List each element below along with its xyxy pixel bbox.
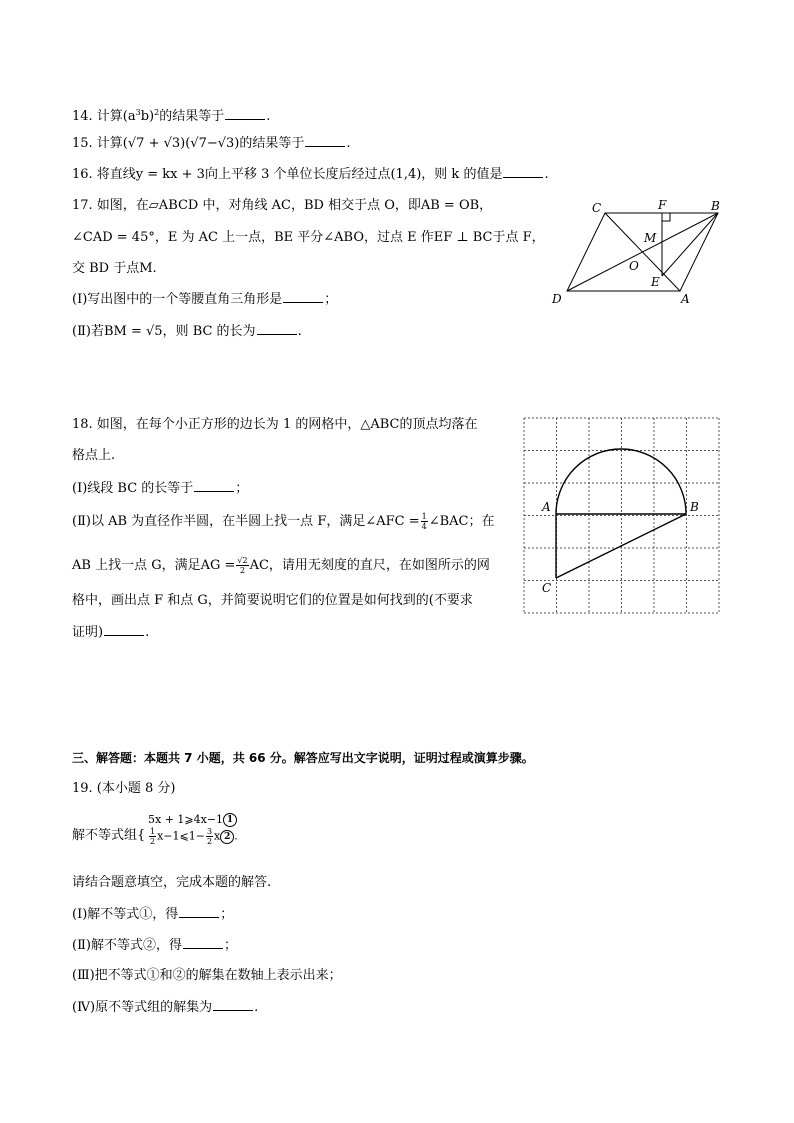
label-b: B xyxy=(690,500,699,514)
q19-step3: (Ⅲ)把不等式①和②的解集在数轴上表示出来； xyxy=(72,968,342,983)
label-m: M xyxy=(644,231,657,245)
fraction-one-quarter: $\frac{1}{4}$ xyxy=(421,512,427,531)
circled-number-1: 1 xyxy=(223,813,237,827)
answer-blank[interactable] xyxy=(225,107,265,120)
q19-step4: (Ⅳ)原不等式组的解集为 . xyxy=(72,1000,259,1015)
answer-blank[interactable] xyxy=(283,290,323,303)
inequality-system xyxy=(148,812,238,846)
segment-be xyxy=(662,213,718,276)
q18-part1: (Ⅰ)线段 BC 的长等于 ； xyxy=(72,481,249,496)
right-angle-mark xyxy=(662,213,670,221)
q18-line5: 格中，画出点 F 和点 G，并简要说明它们的位置是如何找到的(不要求 xyxy=(72,593,473,608)
answer-blank[interactable] xyxy=(305,134,345,147)
answer-blank[interactable] xyxy=(213,998,253,1011)
q16-text: 16. 将直线y = kx + 3向上平移 3 个单位长度后经过点(1,4)，则 k 的值是 xyxy=(72,167,503,182)
q18-line1: 18. 如图，在每个小正方形的边长为 1 的网格中，△ABC的顶点均落在 xyxy=(72,417,478,432)
label-b: B xyxy=(711,199,720,213)
label-c: C xyxy=(592,201,602,215)
q18-line6: 证明) . xyxy=(72,625,150,640)
fraction-root2-over-2: $\frac{√2}{2}$ xyxy=(237,556,248,575)
circled-number-2: 2 xyxy=(220,830,234,844)
label-c: C xyxy=(542,581,552,595)
inequality-2: $\frac{1}{2}$ x−1⩽1− $\frac{3}{2}$ x 2 . xyxy=(150,827,238,846)
q18-line4: AB 上找一点 G，满足AG = $\frac{√2}{2}$ AC，请用无刻度的直尺，在如图所示的网 xyxy=(72,556,490,575)
answer-blank[interactable] xyxy=(179,905,219,918)
q17-part2: (Ⅱ)若BM = √5，则 BC 的长为 . xyxy=(72,324,302,339)
grid-figure xyxy=(520,414,724,618)
q14-mid: b) xyxy=(140,109,155,124)
answer-blank[interactable] xyxy=(257,322,297,335)
question-14: 14. 计算$(a^3b)^2$的结果等于 . xyxy=(72,108,271,124)
q18-line2: 格点上. xyxy=(72,448,116,463)
q14-suffix: 的结果等于 xyxy=(159,109,225,124)
answer-blank[interactable] xyxy=(183,936,223,949)
q19-instruction: 请结合题意填空，完成本题的解答. xyxy=(72,875,272,890)
q18-part2: (Ⅱ)以 AB 为直径作半圆，在半圆上找一点 F，满足∠AFC = $\frac{1}{4}$ ∠BAC；在 xyxy=(72,512,495,531)
q17-line2: ∠CAD = 45°，E 为 AC 上一点，BE 平分∠ABO，过点 E 作EF ⊥ BC于点 F， xyxy=(72,230,545,245)
label-a: A xyxy=(681,292,690,306)
q19-title: 19. (本小题 8 分) xyxy=(72,781,176,796)
q17-part1: (Ⅰ)写出图中的一个等腰直角三角形是 ； xyxy=(72,292,338,307)
answer-blank[interactable] xyxy=(104,623,144,636)
q19-step2: (Ⅱ)解不等式②，得 ； xyxy=(72,938,237,953)
question-15: 15. 计算(√7 + √3)(√7−√3)的结果等于 . xyxy=(72,136,351,151)
q19-step1: (Ⅰ)解不等式①，得 ； xyxy=(72,907,234,922)
label-f: F xyxy=(658,198,667,212)
label-o: O xyxy=(629,259,639,273)
parallelogram-figure xyxy=(540,196,740,308)
q14-prefix: 14. 计算(a xyxy=(72,109,136,124)
section-3-heading: 三、解答题：本题共 7 小题，共 66 分。解答应写出文字说明，证明过程或演算步骤。 xyxy=(72,751,534,765)
q17-line3: 交 BD 于点M. xyxy=(72,261,157,276)
label-e: E xyxy=(651,275,660,289)
answer-blank[interactable] xyxy=(194,479,234,492)
question-16: 16. 将直线y = kx + 3向上平移 3 个单位长度后经过点(1,4)，则 k 的值是 . xyxy=(72,167,549,182)
diagonal-bd xyxy=(567,213,718,291)
answer-blank[interactable] xyxy=(503,165,543,178)
q15-text: 15. 计算(√7 + √3)(√7−√3)的结果等于 xyxy=(72,136,305,151)
label-d: D xyxy=(552,292,562,306)
label-a: A xyxy=(542,500,551,514)
inequality-1: 5x + 1⩾4x−1 1 xyxy=(148,812,238,827)
q17-line1: 17. 如图，在▱ABCD 中，对角线 AC，BD 相交于点 O，即AB = OB， xyxy=(72,198,493,213)
q19-intro: 解不等式组{ xyxy=(72,828,146,843)
